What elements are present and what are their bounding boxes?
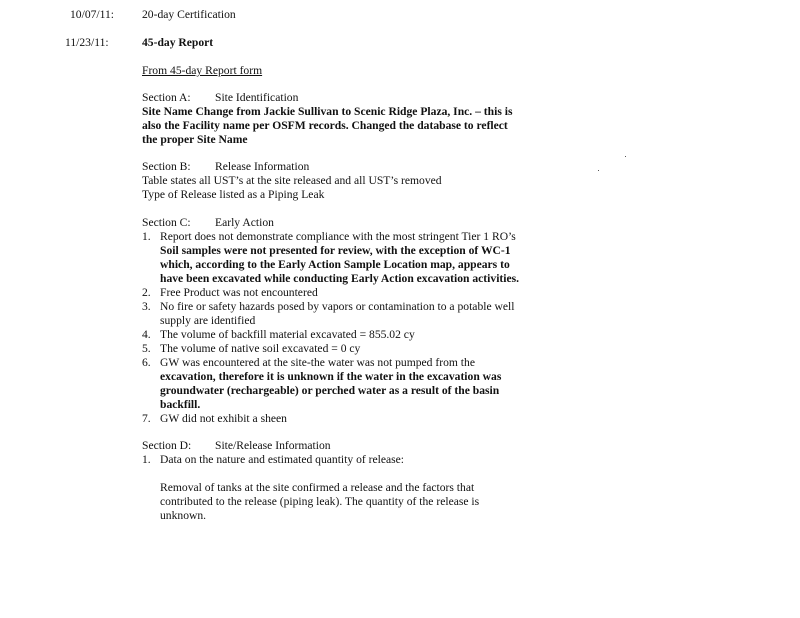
section-d-label: Section D: [142,439,192,452]
list-item-number: 4. [142,328,151,341]
list-item-number: 3. [142,300,151,313]
section-d-title: Site/Release Information [215,439,331,452]
scan-speck [598,170,599,171]
list-item: have been excavated while conducting Early Action excavation activities. [160,272,520,285]
list-item-number: 7. [142,412,151,425]
entry-title-1: 20-day Certification [142,8,236,21]
list-item: GW did not exhibit a sheen [160,412,287,425]
list-item: Data on the nature and estimated quantity of release: [160,453,405,466]
list-item: supply are identified [160,314,256,327]
section-b-title: Release Information [215,160,310,173]
list-item: excavation, therefore it is unknown if the water in the excavation was [160,370,502,383]
list-item: The volume of backfill material excavated = 855.02 cy [160,328,415,341]
list-item-number: 2. [142,286,151,299]
section-a-title: Site Identification [215,91,299,104]
entry-title-2: 45-day Report [142,36,214,49]
section-c-title: Early Action [215,216,274,229]
list-item: backfill. [160,398,201,411]
entry-date-1: 10/07/11: [70,8,115,21]
entry-date-2: 11/23/11: [65,36,109,49]
paragraph-line: unknown. [160,509,207,522]
list-item: which, according to the Early Action Sample Location map, appears to [160,258,510,271]
form-heading: From 45-day Report form [142,64,263,77]
list-item: No fire or safety hazards posed by vapors or contamination to a potable well [160,300,515,313]
list-item-number: 1. [142,230,151,243]
list-item: The volume of native soil excavated = 0 cy [160,342,361,355]
list-item-number: 6. [142,356,151,369]
list-item-number: 5. [142,342,151,355]
paragraph-line: Removal of tanks at the site confirmed a release and the factors that [160,481,475,494]
list-item-number: 1. [142,453,151,466]
paragraph-line: contributed to the release (piping leak). The quantity of the release is [160,495,480,508]
list-item: GW was encountered at the site-the water was not pumped from the [160,356,475,369]
list-item: groundwater (rechargeable) or perched water as a result of the basin [160,384,500,397]
section-b-line: Table states all UST’s at the site released and all UST’s removed [142,174,442,187]
scan-speck [625,156,626,157]
section-b-line: Type of Release listed as a Piping Leak [142,188,325,201]
section-a-line: also the Facility name per OSFM records. Changed the database to reflect [142,119,508,132]
section-a-line: the proper Site Name [142,133,248,146]
list-item: Soil samples were not presented for review, with the exception of WC-1 [160,244,511,257]
section-b-label: Section B: [142,160,191,173]
section-c-label: Section C: [142,216,191,229]
section-a-line: Site Name Change from Jackie Sullivan to Scenic Ridge Plaza, Inc. – this is [142,105,513,118]
list-item: Report does not demonstrate compliance with the most stringent Tier 1 RO’s [160,230,516,243]
list-item: Free Product was not encountered [160,286,318,299]
section-a-label: Section A: [142,91,191,104]
